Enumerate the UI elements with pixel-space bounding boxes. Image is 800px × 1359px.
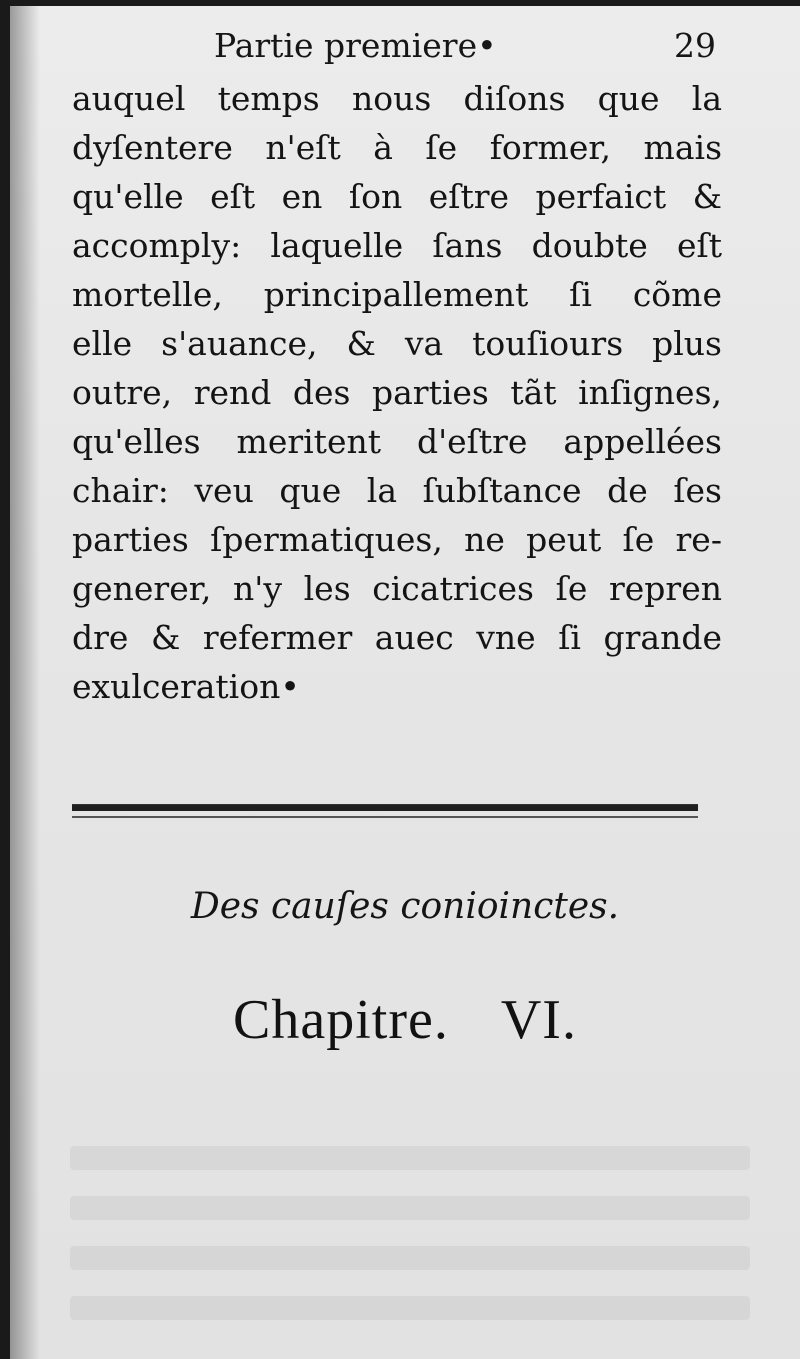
section-title: Des cauſes conioinctes.: [190, 886, 620, 927]
page-header: [72, 26, 722, 72]
chapter-label: Chapitre.: [233, 989, 449, 1051]
text-line: outre, rend des parties tãt inſignes,: [72, 373, 722, 412]
text-line: chair: veu que la ſubſtance de ſes: [72, 471, 722, 510]
text-line: generer, n'y les cicatrices ſe repren: [72, 569, 722, 608]
text-line: parties ſpermatiques, ne peut ſe re-: [72, 520, 722, 559]
ornamental-rule: [72, 804, 698, 811]
bleed-through-line: [70, 1146, 750, 1170]
chapter-heading: [10, 988, 800, 1052]
text-line: dyſentere n'eſt à ſe former, mais: [72, 128, 722, 167]
text-line: qu'elles meritent d'eſtre appellées: [72, 422, 722, 461]
text-line: exulceration•: [72, 667, 300, 706]
running-title: Partie premiere•: [214, 26, 497, 65]
text-line: qu'elle eſt en ſon eſtre perfaict &: [72, 177, 722, 216]
page-number: 29: [674, 26, 716, 65]
bleed-through-line: [70, 1296, 750, 1320]
book-page: [10, 6, 800, 1359]
binding-shadow: [10, 6, 40, 1359]
text-line: accomply: laquelle ſans doubte eſt: [72, 226, 722, 265]
chapter-number: VI.: [500, 989, 577, 1051]
text-line: mortelle, principallement ſi cõme: [72, 275, 722, 314]
text-line: dre & refermer auec vne ſi grande: [72, 618, 722, 657]
bleed-through-line: [70, 1246, 750, 1270]
text-line: auquel temps nous diſons que la: [72, 79, 722, 118]
body-text: [72, 74, 722, 711]
ornamental-rule-thin: [72, 816, 698, 818]
bleed-through-line: [70, 1196, 750, 1220]
text-line: elle s'auance, & va touſiours plus: [72, 324, 722, 363]
